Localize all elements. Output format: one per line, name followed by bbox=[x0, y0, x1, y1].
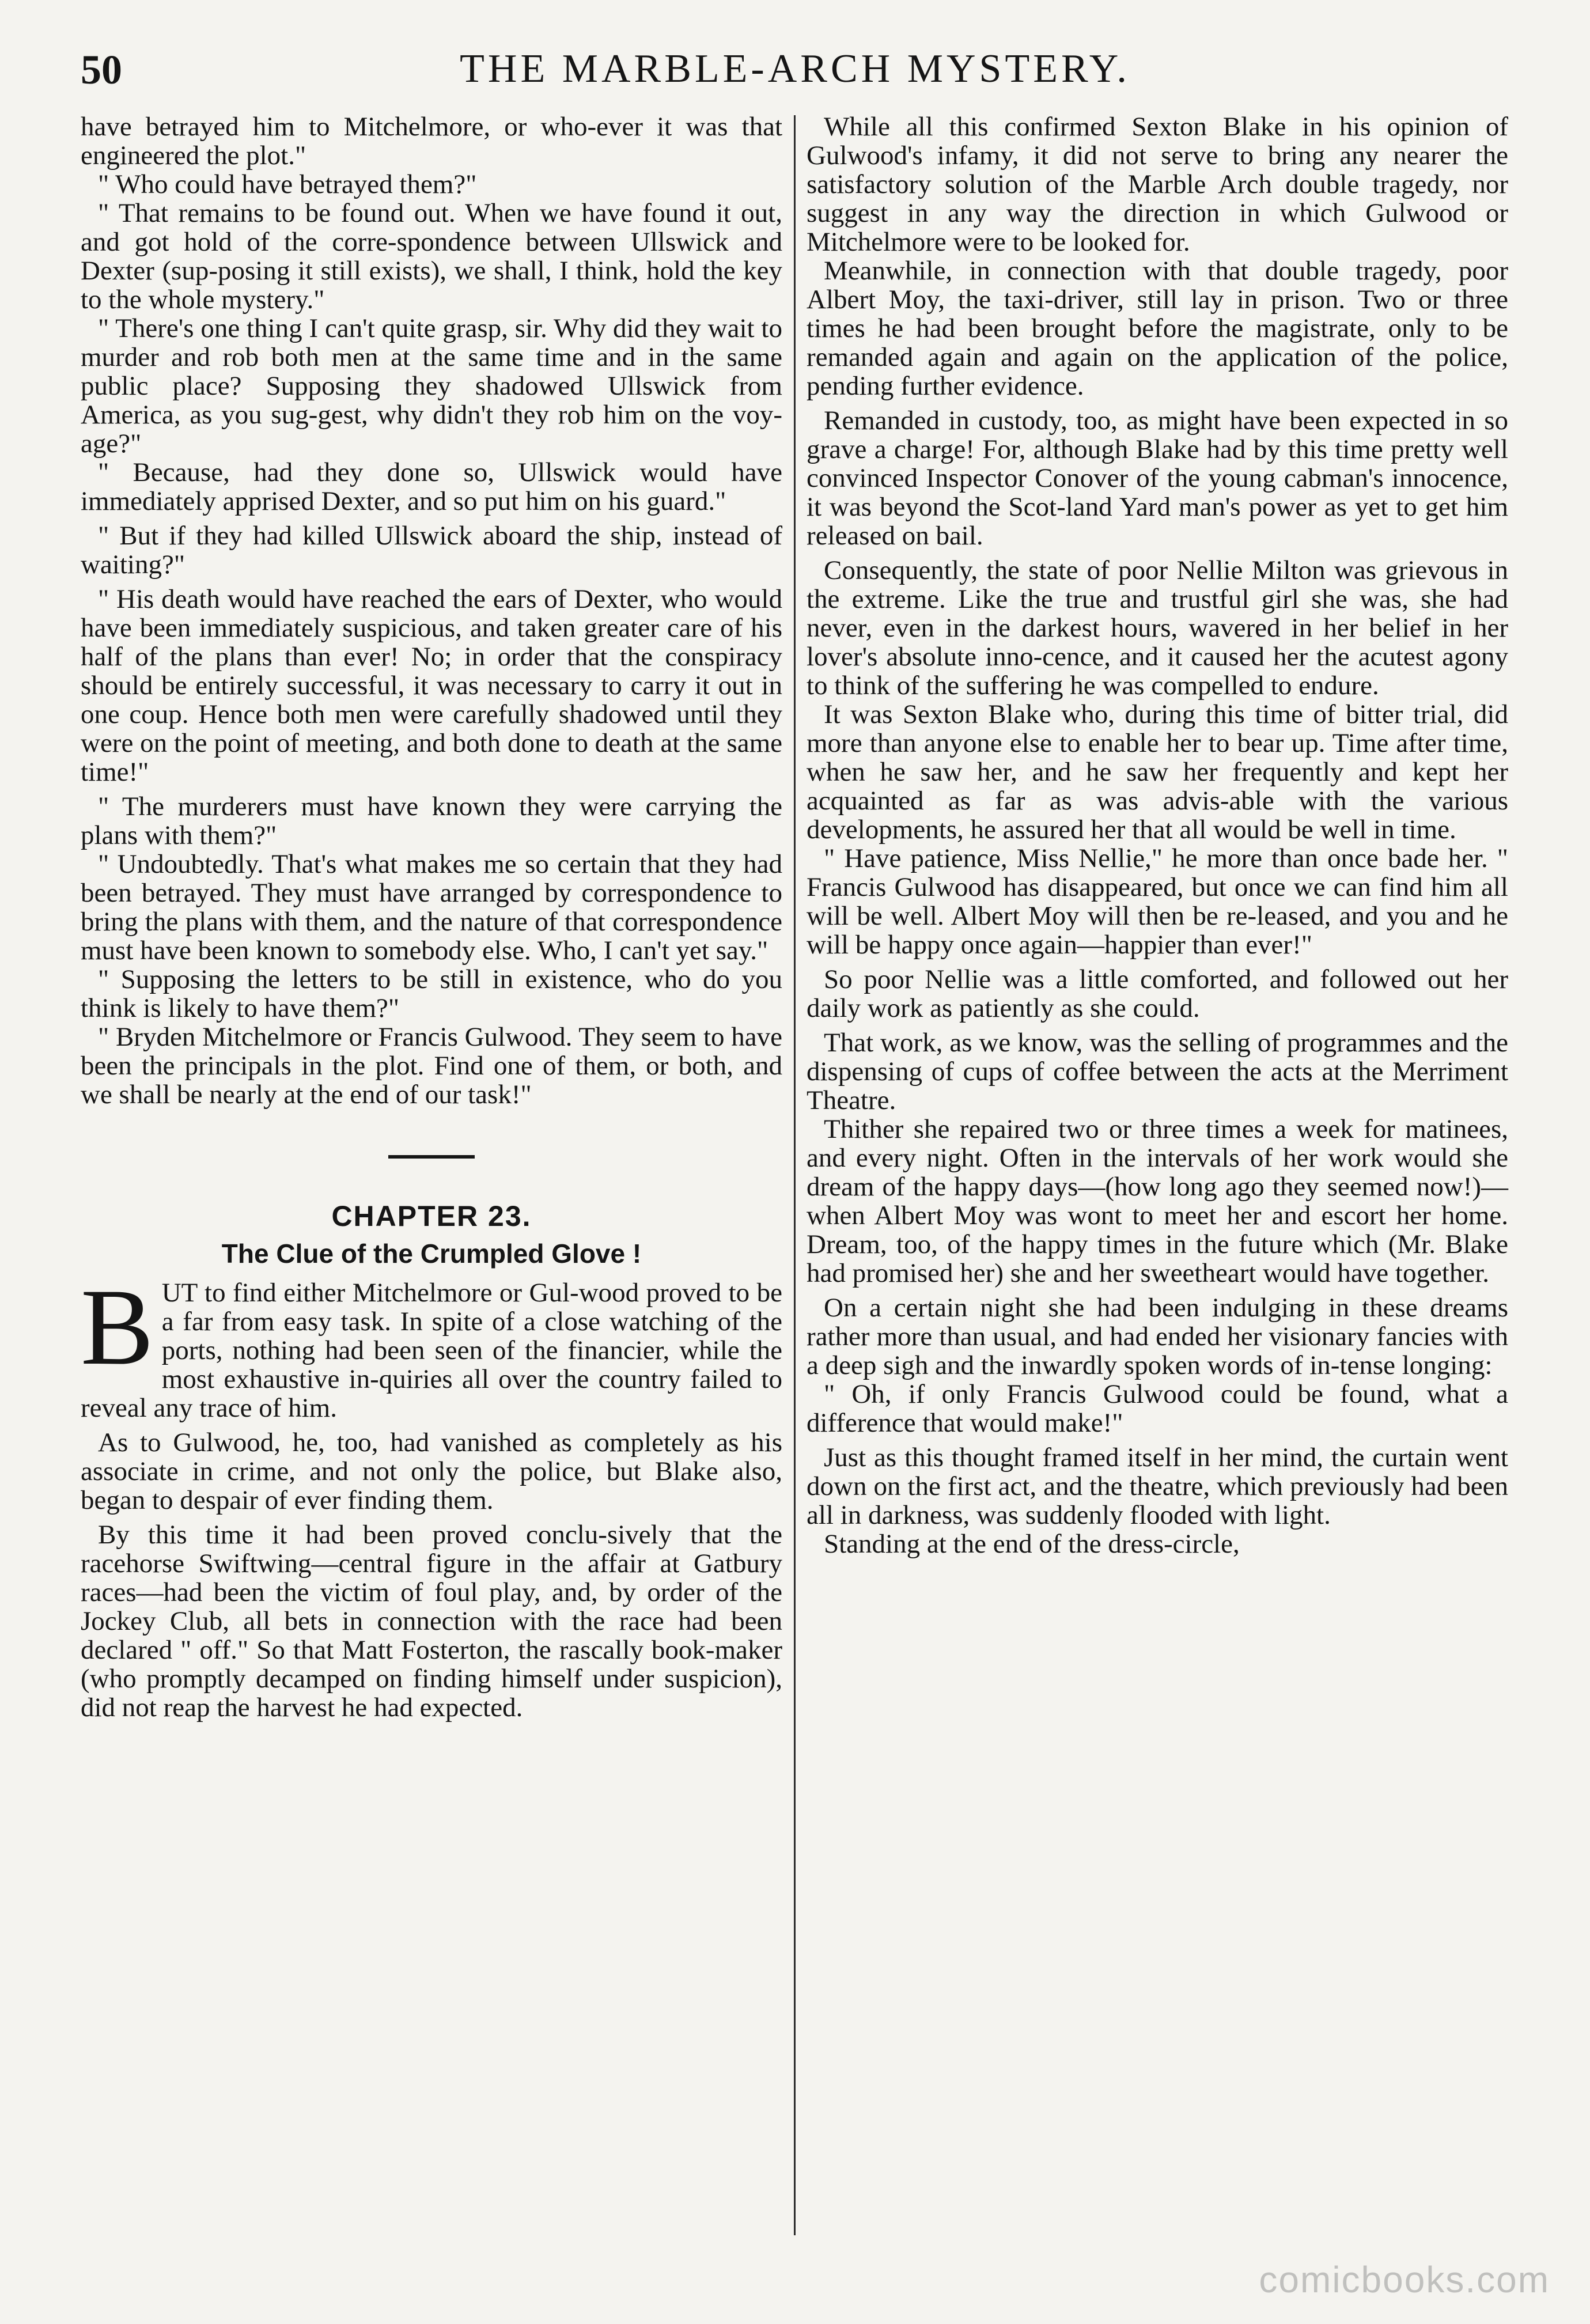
paragraph: Thither she repaired two or three times a week for matinees, and every night. Often in the intervals of her work would she dream of the happy days—(how long ago they seemed now!)—when Albert Moy was wont to meet her and escort her home. Dream, too, of the happy times in the future which (Mr. Blake had promised her) she and her sweetheart would have together. bbox=[807, 1114, 1508, 1288]
chapter-subtitle: The Clue of the Crumpled Glove ! bbox=[221, 1239, 642, 1269]
chapter-opening-text: UT to find either Mitchelmore or Gul-wood proved to be a far from easy task. In spite of a close watching of the ports, nothing had been seen of the financier, while the most exhaustive in-quiries all over the country failed to reveal any trace of him. bbox=[81, 1278, 782, 1423]
column-divider bbox=[794, 115, 796, 2235]
chapter-heading: CHAPTER 23. bbox=[331, 1200, 532, 1232]
paragraph: As to Gulwood, he, too, had vanished as completely as his associate in crime, and not only the police, but Blake also, began to despair of ever finding them. bbox=[81, 1428, 782, 1515]
paragraph: " The murderers must have known they were carrying the plans with them?" bbox=[81, 792, 782, 850]
paragraph: Consequently, the state of poor Nellie Milton was grievous in the extreme. Like the true and trustful girl she was, she had never, even in the darkest hours, wavered in her belief in her lover's absolute inno-cence, and it caused her the acutest agony to think of the suffering he was compelled to endure. bbox=[807, 555, 1508, 701]
paragraph: By this time it had been proved conclu-sively that the racehorse Swiftwing—central figure in the affair at Gatbury races—had been the victim of foul play, and, by order of the Jockey Club, all bets in connection with the race had been declared " off." So that Matt Fosterton, the rascally book-maker (who promptly decamped on finding himself under suspicion), did not reap the harvest he had expected. bbox=[81, 1520, 782, 1723]
running-title: THE MARBLE-ARCH MYSTERY. bbox=[460, 47, 1130, 91]
paragraph: " Who could have betrayed them?" bbox=[98, 169, 477, 199]
page-number: 50 bbox=[81, 47, 122, 93]
right-column bbox=[807, 112, 1508, 1558]
paragraph: " But if they had killed Ullswick aboard the ship, instead of waiting?" bbox=[81, 521, 782, 580]
paragraph: Remanded in custody, too, as might have been expected in so grave a charge! For, although Blake had by this time pretty well convinced Inspector Conover of the young cabman's innocence, it was beyond the Scot-land Yard man's power as yet to get him released on bail. bbox=[807, 406, 1508, 551]
paragraph: That work, as we know, was the selling of programmes and the dispensing of cups of coffee between the acts at the Merriment Theatre. bbox=[807, 1028, 1508, 1115]
paragraph: Meanwhile, in connection with that double tragedy, poor Albert Moy, the taxi-driver, still lay in prison. Two or three times he had been brought before the magistrate, only to be remanded again and again on the application of the police, pending further evidence. bbox=[807, 256, 1508, 401]
paragraph: " Undoubtedly. That's what makes me so certain that they had been betrayed. They must have arranged by correspondence to bring the plans with them, and the nature of that correspondence must have been known to somebody else. Who, I can't yet say." bbox=[81, 849, 782, 966]
paragraph: " His death would have reached the ears of Dexter, who would have been immediately suspicious, and taken greater care of his half of the plans than ever! No; in order that the conspiracy should be entirely successful, it was necessary to carry it out in one coup. Hence both men were carefully shadowed until they were on the point of meeting, and both done to death at the same time!" bbox=[81, 584, 782, 787]
paragraph: Standing at the end of the dress-circle, bbox=[824, 1529, 1240, 1559]
page-header bbox=[81, 46, 1532, 109]
paragraph: " That remains to be found out. When we have found it out, and got hold of the corre-spondence between Ullswick and Dexter (sup-posing it still exists), we shall, I think, hold the key to the whole mystery." bbox=[81, 198, 782, 315]
paragraph: While all this confirmed Sexton Blake in his opinion of Gulwood's infamy, it did not serve to bring any nearer the satisfactory solution of the Marble Arch double tragedy, nor suggest in any way the direction in which Gulwood or Mitchelmore were to be looked for. bbox=[807, 112, 1508, 257]
paragraph: " There's one thing I can't quite grasp, sir. Why did they wait to murder and rob both men at the same time and in the same public place? Supposing they shadowed Ullswick from America, as you sug-gest, why didn't they rob him on the voy-age?" bbox=[81, 313, 782, 459]
paragraph: " Have patience, Miss Nellie," he more than once bade her. " Francis Gulwood has disappeared, but once we can find him all will be well. Albert Moy will then be re-leased, and you and he will be happy once again—happier than ever!" bbox=[807, 843, 1508, 960]
watermark: comicbooks.com bbox=[1259, 2259, 1550, 2300]
paragraph: On a certain night she had been indulging in these dreams rather more than usual, and had ended her visionary fancies with a deep sigh and the inwardly spoken words of in-tense longing: bbox=[807, 1293, 1508, 1380]
paragraph: " Because, had they done so, Ullswick would have immediately apprised Dexter, and so put him on his guard." bbox=[81, 457, 782, 516]
paragraph: " Bryden Mitchelmore or Francis Gulwood. They seem to have been the principals in the plot. Find one of them, or both, and we shall be nearly at the end of our task!" bbox=[81, 1022, 782, 1110]
drop-cap: B bbox=[81, 1267, 154, 1388]
paragraph: Just as this thought framed itself in her mind, the curtain went down on the first act, and the theatre, which previously had been all in darkness, was suddenly flooded with light. bbox=[807, 1443, 1508, 1530]
paragraph: It was Sexton Blake who, during this time of bitter trial, did more than anyone else to enable her to bear up. Time after time, when he saw her, and he saw her frequently and kept her acquainted as far as was advis-able with the various developments, he assured her that all would be well in time. bbox=[807, 699, 1508, 845]
paragraph: have betrayed him to Mitchelmore, or who-ever it was that engineered the plot." bbox=[81, 112, 782, 171]
section-separator bbox=[388, 1155, 475, 1159]
left-column bbox=[81, 112, 782, 1722]
paragraph: " Oh, if only Francis Gulwood could be found, what a difference that would make!" bbox=[807, 1379, 1508, 1438]
paragraph: " Supposing the letters to be still in existence, who do you think is likely to have them?" bbox=[81, 964, 782, 1023]
chapter-opening-paragraph bbox=[81, 1267, 782, 1423]
paragraph: So poor Nellie was a little comforted, and followed out her daily work as patiently as she could. bbox=[807, 964, 1508, 1023]
